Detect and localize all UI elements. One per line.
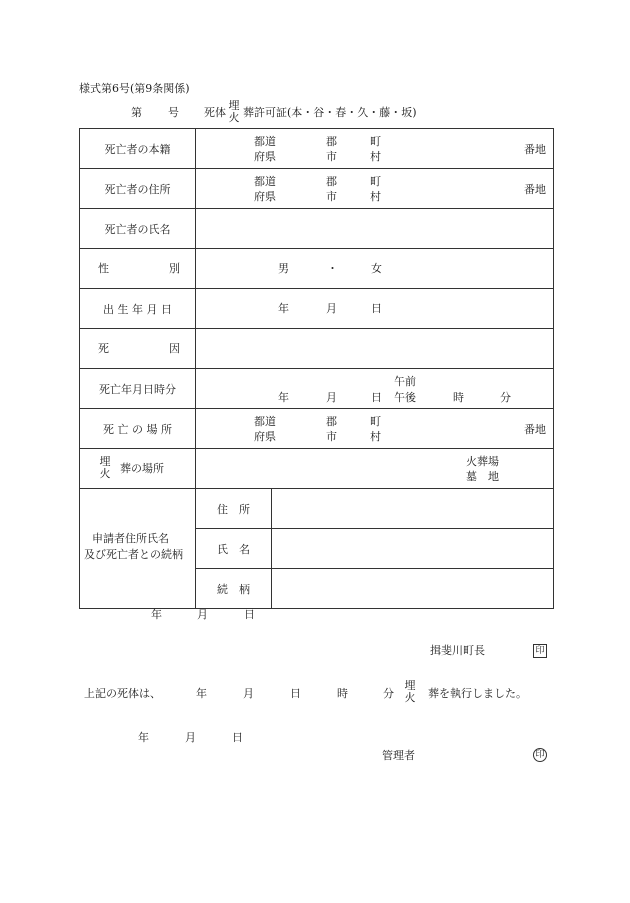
issue-month: 月 xyxy=(197,608,208,621)
row-address xyxy=(80,169,554,209)
field-death-place[interactable]: 都道 府県 郡 市 町 村 番地 xyxy=(196,409,554,449)
permit-form-table xyxy=(79,128,554,609)
field-address[interactable]: 都道 府県 郡 市 町 村 番地 xyxy=(196,169,554,209)
field-death-datetime[interactable]: 年 月 日 午前 午後 時 分 xyxy=(196,369,554,409)
row-sex xyxy=(80,249,554,289)
label-registered-domicile: 死亡者の本籍 xyxy=(80,129,196,169)
label-death-datetime: 死亡年月日時分 xyxy=(80,369,196,409)
style-number: 様式第6号(第9条関係) xyxy=(79,82,190,95)
execution-month: 月 xyxy=(243,687,254,700)
field-name[interactable] xyxy=(196,209,554,249)
issue-day: 日 xyxy=(244,608,255,621)
field-registered-domicile[interactable]: 都道 府県 郡 市 町 村 番地 xyxy=(196,129,554,169)
permit-number-dai: 第 xyxy=(131,106,142,119)
label-birth-date: 出 生 年 月 日 xyxy=(80,289,196,329)
label-burial-place: 埋 火 葬の場所 xyxy=(80,449,196,489)
row-registered-domicile xyxy=(80,129,554,169)
option-male[interactable]: 男 xyxy=(278,262,289,275)
footer-month: 月 xyxy=(185,731,196,744)
permit-number-go: 号 xyxy=(168,106,179,119)
label-death-place: 死 亡 の 場 所 xyxy=(80,409,196,449)
option-female[interactable]: 女 xyxy=(371,262,382,275)
execution-suffix: 葬を執行しました。 xyxy=(428,687,527,700)
field-cause[interactable] xyxy=(196,329,554,369)
label-applicant-relation: 続 柄 xyxy=(196,569,272,609)
issue-year: 年 xyxy=(151,608,162,621)
label-cause: 死 因 xyxy=(80,329,196,369)
field-applicant-address[interactable] xyxy=(272,489,554,529)
field-burial-place[interactable]: 火葬場 墓 地 xyxy=(196,449,554,489)
manager-title: 管理者 xyxy=(382,749,415,762)
row-cause xyxy=(80,329,554,369)
row-death-datetime xyxy=(80,369,554,409)
field-sex[interactable]: 男 ・ 女 xyxy=(196,249,554,289)
execution-minute: 分 xyxy=(383,687,394,700)
page-title: 葬許可証(本・谷・春・久・藤・坂) xyxy=(243,106,417,119)
label-applicant-name: 氏 名 xyxy=(196,529,272,569)
execution-burial-cremation: 埋 火 xyxy=(404,679,416,704)
row-burial-place xyxy=(80,449,554,489)
label-sex: 性 別 xyxy=(80,249,196,289)
mayor-title: 揖斐川町長 xyxy=(430,644,485,657)
row-death-place xyxy=(80,409,554,449)
label-name: 死亡者の氏名 xyxy=(80,209,196,249)
execution-day: 日 xyxy=(290,687,301,700)
field-applicant-relation[interactable] xyxy=(272,569,554,609)
row-name xyxy=(80,209,554,249)
label-address: 死亡者の住所 xyxy=(80,169,196,209)
title-prefix: 死体 xyxy=(204,106,226,119)
field-birth-date[interactable]: 年 月 日 xyxy=(196,289,554,329)
execution-year: 年 xyxy=(196,687,207,700)
mayor-seal-icon: 印 xyxy=(533,644,547,658)
manager-seal-icon: 印 xyxy=(533,748,547,762)
execution-hour: 時 xyxy=(337,687,348,700)
row-applicant-address xyxy=(80,489,554,529)
label-applicant-address: 住 所 xyxy=(196,489,272,529)
execution-prefix: 上記の死体は、 xyxy=(84,687,161,700)
title-burial-cremation: 埋 火 xyxy=(228,99,240,124)
field-applicant-name[interactable] xyxy=(272,529,554,569)
row-birth-date xyxy=(80,289,554,329)
footer-year: 年 xyxy=(138,731,149,744)
label-applicant: 申請者住所氏名 及び死亡者との続柄 xyxy=(80,489,196,609)
footer-day: 日 xyxy=(232,731,243,744)
